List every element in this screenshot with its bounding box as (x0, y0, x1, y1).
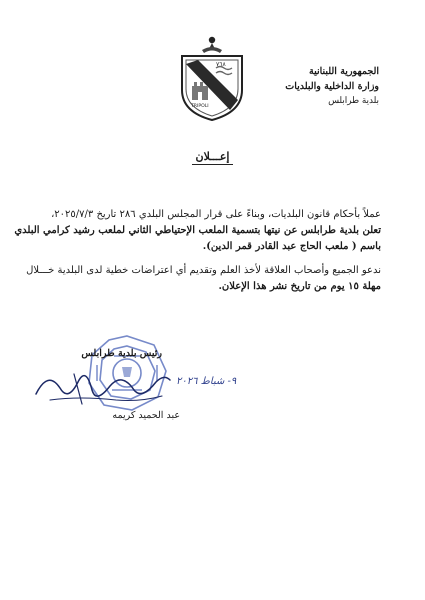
body-paragraph-2-line-1: تعلن بلدية طرابلس عن نيتها بتسمية الملعب الإحتياطي الثاني لملعب رشيد كرامي البلدي (14, 225, 381, 236)
body-paragraph-3-line-1: ندعو الجميع وأصحاب العلاقة لأخذ العلم وتقديم أي اعتراضات خطية لدى البلدية خـــلال (26, 265, 381, 276)
signatory-role: رئيس بلدية طرابلس (81, 348, 162, 359)
letterhead-municipality: بلدية طرابلس (328, 96, 379, 106)
body-paragraph-2-line-2: باسم ( ملعب الحاج عبد القادر قمر الدين). (202, 241, 381, 252)
body-paragraph-1: عملاً بأحكام قانون البلديات، وبناءً على قرار المجلس البلدي ٢٨٦ تاريخ ٢٠٢٥/٧/٣، (51, 209, 381, 220)
handwritten-signature-icon (30, 360, 175, 410)
body-paragraph-3-line-2: مهلة ١٥ يوم من تاريخ نشر هذا الإعلان. (218, 281, 381, 292)
letterhead-country: الجمهورية اللبنانية (309, 66, 379, 77)
signatory-name: عبد الحميد كريمه (112, 410, 180, 421)
emblem-latin: TRIPOLI (191, 104, 209, 109)
emblem-year: ٧٦٨ (216, 61, 226, 68)
announcement-body (14, 207, 381, 295)
letterhead (269, 64, 379, 109)
tripoli-emblem-icon (176, 34, 248, 122)
page-title-text: إعـــلان (192, 150, 234, 165)
signatory-block (22, 347, 162, 361)
page-title (0, 150, 425, 165)
letterhead-ministry: وزارة الداخلية والبلديات (285, 81, 379, 92)
handwritten-date: ٩- شباط ٢٠٢٦ (176, 376, 237, 387)
